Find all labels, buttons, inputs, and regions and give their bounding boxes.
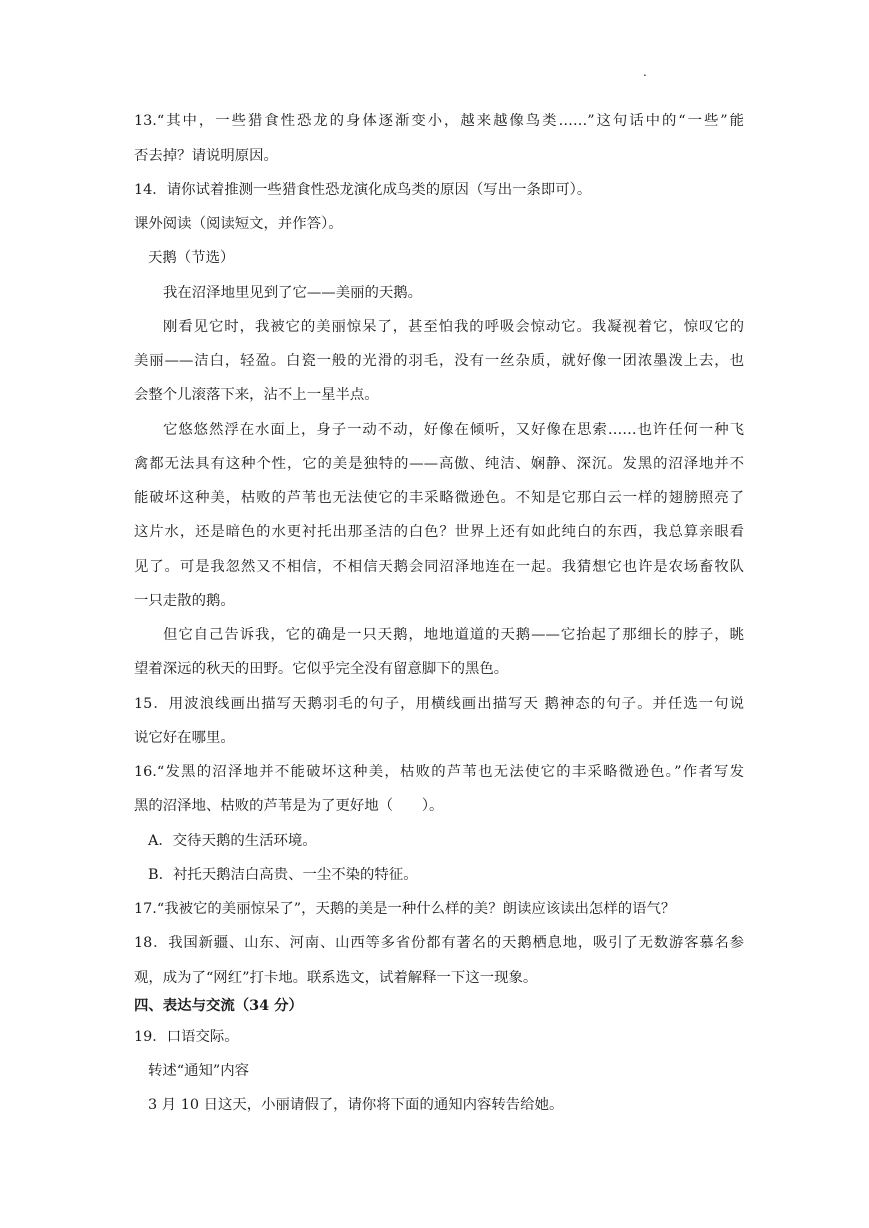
q15-line1: 15．用波浪线画出描写天鹅羽毛的句子，用横线画出描写天 鹅神态的句子。并任选一句说 bbox=[134, 696, 744, 712]
para3-line4: 这片水，还是暗色的水更衬托出那圣洁的白色？世界上还有如此纯白的东西，我总算亲眼看 bbox=[134, 524, 744, 540]
q14: 14．请你试着推测一些猎食性恐龙演化成鸟类的原因（写出一条即可）。 bbox=[134, 182, 592, 198]
para3-line2: 禽都无法具有这种个性，它的美是独特的——高傲、纯洁、娴静、深沉。发黑的沼泽地并不 bbox=[134, 456, 744, 472]
para3-line5: 见了。可是我忽然又不相信，不相信天鹅会同沼泽地连在一起。我猜想它也许是农场畜牧队 bbox=[134, 559, 744, 575]
passage-title: 天鹅（节选） bbox=[148, 250, 235, 266]
para2-line2: 美丽——洁白，轻盈。白瓷一般的光滑的羽毛，没有一丝杂质，就好像一团浓墨泼上去，也 bbox=[134, 353, 744, 369]
para4-line2: 望着深远的秋天的田野。它似乎完全没有留意脚下的黑色。 bbox=[134, 661, 509, 677]
q19: 19．口语交际。 bbox=[134, 1029, 239, 1045]
q15-line2: 说它好在哪里。 bbox=[134, 730, 235, 746]
q16-line1: 16.“发黑的沼泽地并不能破坏这种美，枯败的芦苇也无法使它的丰采略微逊色。”作者写发 bbox=[134, 764, 744, 780]
q16-option-a: A．交待天鹅的生活环境。 bbox=[148, 833, 317, 849]
para3-line1: 它悠悠然浮在水面上，身子一动不动，好像在倾听，又好像在思索……也许任何一种飞 bbox=[163, 422, 744, 438]
q17: 17.“我被它的美丽惊呆了”，天鹅的美是一种什么样的美？朗读应该读出怎样的语气？ bbox=[134, 901, 676, 917]
para3-line3: 能破坏这种美，枯败的芦苇也无法使它的丰采略微逊色。不知是它那白云一样的翅膀照亮了 bbox=[134, 490, 744, 506]
para3-line6: 一只走散的鹅。 bbox=[134, 593, 235, 609]
reading-instruction: 课外阅读（阅读短文，并作答）。 bbox=[134, 216, 343, 232]
q19-intro: 3 月 10 日这天，小丽请假了，请你将下面的通知内容转告给她。 bbox=[148, 1097, 564, 1113]
q19-subtitle: 转述“通知”内容 bbox=[148, 1063, 250, 1079]
q13-line2: 否去掉？请说明原因。 bbox=[134, 148, 278, 164]
q18-line2: 观，成为了“网红”打卡地。联系选文，试着解释一下这一现象。 bbox=[134, 970, 538, 986]
para2-line3: 会整个儿滚落下来，沾不上一星半点。 bbox=[134, 387, 379, 403]
q18-line1: 18．我国新疆、山东、河南、山西等多省份都有著名的天鹅栖息地，吸引了无数游客慕名参 bbox=[134, 935, 744, 951]
q16-line2: 黑的沼泽地、枯败的芦苇是为了更好地（ ）。 bbox=[134, 798, 444, 814]
para1: 我在沼泽地里见到了它——美丽的天鹅。 bbox=[163, 285, 423, 301]
para4-line1: 但它自己告诉我，它的确是一只天鹅，地地道道的天鹅——它抬起了那细长的脖子，眺 bbox=[163, 627, 744, 643]
section4-heading: 四、表达与交流（34 分） bbox=[134, 997, 303, 1014]
q13-line1: 13.“其中，一些猎食性恐龙的身体逐渐变小，越来越像鸟类……”这句话中的“一些”能 bbox=[134, 113, 744, 129]
header-mark: . bbox=[643, 65, 647, 79]
para2-line1: 刚看见它时，我被它的美丽惊呆了，甚至怕我的呼吸会惊动它。我凝视着它，惊叹它的 bbox=[163, 319, 744, 335]
q16-option-b: B．衬托天鹅洁白高贵、一尘不染的特征。 bbox=[148, 867, 418, 883]
